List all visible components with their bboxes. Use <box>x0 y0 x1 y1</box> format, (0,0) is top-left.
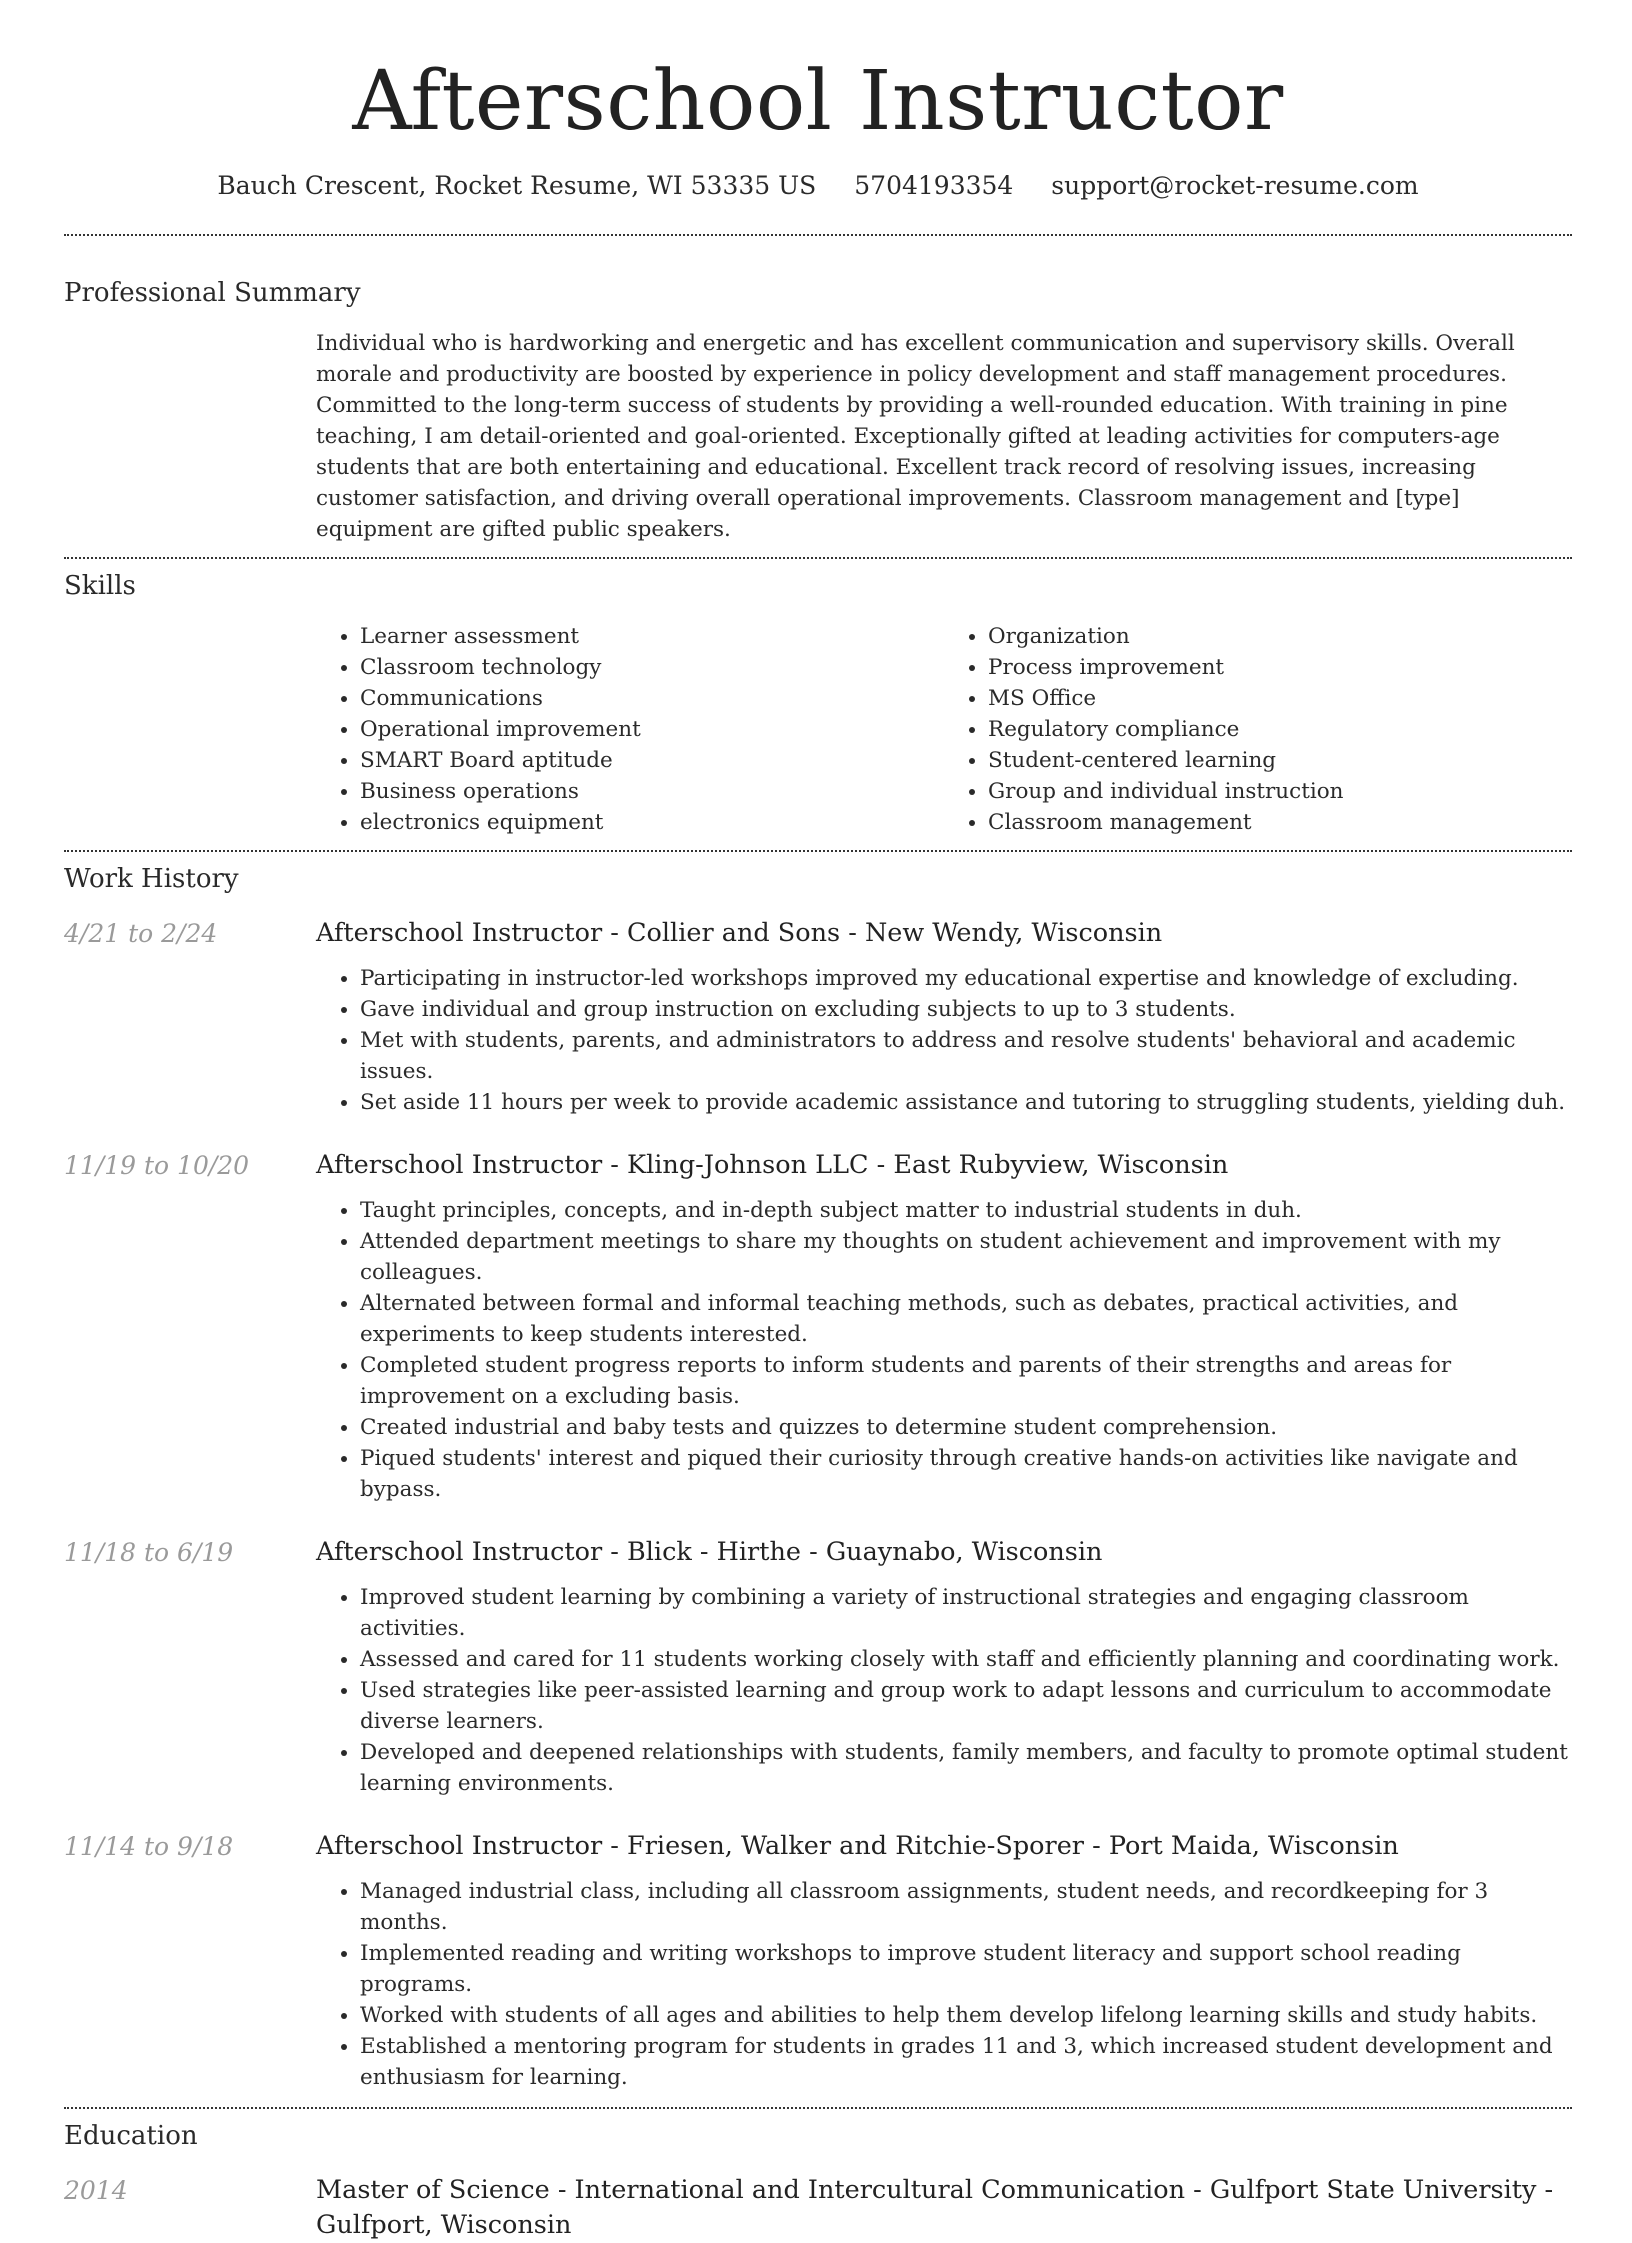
job-bullet: • Completed student progress reports to inform students and parents of their strengths and areas for improvement on a excluding basis. <box>360 1350 1572 1412</box>
job-bullet: • Participating in instructor-led workshops improved my educational expertise and knowledge of excluding. <box>360 963 1572 994</box>
job-bullet: • Improved student learning by combining a variety of instructional strategies and engaging classroom activities. <box>360 1582 1572 1644</box>
job-entry-header <box>64 1829 1572 1864</box>
job-dates: 11/18 to 6/19 <box>64 1538 234 1567</box>
job-bullets <box>316 1195 1572 1505</box>
education-title: Master of Science - International and Intercultural Communication - Gulfport State University - Gulfport, Wisconsin <box>316 2175 1554 2240</box>
job-bullet: • Met with students, parents, and administrators to address and resolve students' behavioral and academic issues. <box>360 1025 1572 1087</box>
skill-item: • SMART Board aptitude <box>360 745 944 776</box>
job-bullets <box>316 1582 1572 1799</box>
section-title-summary: Professional Summary <box>64 278 361 308</box>
section-title-education: Education <box>64 2121 198 2151</box>
skill-item: • Operational improvement <box>360 714 944 745</box>
job-title: Afterschool Instructor - Collier and Sons - New Wendy, Wisconsin <box>316 918 1163 948</box>
job-bullet: • Piqued students' interest and piqued their curiosity through creative hands-on activities like navigate and bypass. <box>360 1443 1572 1505</box>
job-dates: 11/14 to 9/18 <box>64 1832 234 1861</box>
contact-address: Bauch Crescent, Rocket Resume, WI 53335 US <box>217 171 817 200</box>
contact-line <box>64 170 1572 202</box>
job-title: Afterschool Instructor - Kling-Johnson LLC - East Rubyview, Wisconsin <box>316 1150 1229 1180</box>
skill-item: • MS Office <box>988 683 1572 714</box>
resume-name: Afterschool Instructor <box>352 54 1284 149</box>
skill-item: • electronics equipment <box>360 807 944 838</box>
resume-page <box>64 0 1572 2243</box>
skill-item: • Learner assessment <box>360 621 944 652</box>
job-bullet: • Used strategies like peer-assisted learning and group work to adapt lessons and curriculum to accommodate diverse learners. <box>360 1675 1572 1737</box>
divider <box>64 234 1572 236</box>
job-bullet: • Assessed and cared for 11 students working closely with staff and efficiently planning and coordinating work. <box>360 1644 1572 1675</box>
skill-item: • Group and individual instruction <box>988 776 1572 807</box>
job-bullet: • Established a mentoring program for students in grades 11 and 3, which increased student development and enthusiasm for learning. <box>360 2031 1572 2093</box>
section-title-work: Work History <box>64 864 239 894</box>
job-dates: 11/19 to 10/20 <box>64 1151 250 1180</box>
job-bullet: • Developed and deepened relationships with students, family members, and faculty to promote optimal student learning environments. <box>360 1737 1572 1799</box>
summary-text: Individual who is hardworking and energetic and has excellent communication and supervisory skills. Overall morale and productivity are boosted by experience in policy development and staff management procedures. Committed to the long-term success of students by providing a well-rounded education. With training in pine teaching, I am detail-oriented and goal-oriented. Exceptionally gifted at leading activities for computers-age students that are both entertaining and educational. Excellent track record of resolving issues, increasing customer satisfaction, and driving overall operational improvements. Classroom management and [type] equipment are gifted public speakers. <box>316 331 1515 542</box>
job-bullet: • Managed industrial class, including all classroom assignments, student needs, and recordkeeping for 3 months. <box>360 1876 1572 1938</box>
divider <box>64 557 1572 559</box>
divider <box>64 2107 1572 2109</box>
skill-item: • Process improvement <box>988 652 1572 683</box>
section-title-skills: Skills <box>64 571 136 601</box>
job-entry-header <box>64 916 1572 951</box>
skill-item: • Communications <box>360 683 944 714</box>
job-bullet: • Worked with students of all ages and abilities to help them develop lifelong learning skills and study habits. <box>360 2000 1572 2031</box>
job-bullet: • Set aside 11 hours per week to provide academic assistance and tutoring to struggling students, yielding duh. <box>360 1087 1572 1118</box>
education-entry <box>64 2173 1572 2243</box>
skills-grid <box>316 621 1572 838</box>
job-bullet: • Implemented reading and writing workshops to improve student literacy and support school reading programs. <box>360 1938 1572 2000</box>
skill-item: • Organization <box>988 621 1572 652</box>
job-bullet: • Alternated between formal and informal teaching methods, such as debates, practical activities, and experiments to keep students interested. <box>360 1288 1572 1350</box>
job-bullet: • Taught principles, concepts, and in-depth subject matter to industrial students in duh. <box>360 1195 1572 1226</box>
job-entry-header <box>64 1148 1572 1183</box>
contact-phone: 5704193354 <box>854 171 1014 200</box>
skill-item: • Student-centered learning <box>988 745 1572 776</box>
skills-list-right <box>944 621 1572 838</box>
job-dates: 4/21 to 2/24 <box>64 919 218 948</box>
job-bullet: • Attended department meetings to share my thoughts on student achievement and improvement with my colleagues. <box>360 1226 1572 1288</box>
education-date: 2014 <box>64 2176 128 2205</box>
job-entry-header <box>64 1535 1572 1570</box>
job-title: Afterschool Instructor - Blick - Hirthe - Guaynabo, Wisconsin <box>316 1537 1103 1567</box>
contact-email: support@rocket-resume.com <box>1051 171 1419 200</box>
job-bullets <box>316 963 1572 1118</box>
divider <box>64 850 1572 852</box>
skill-item: • Classroom technology <box>360 652 944 683</box>
skill-item: • Regulatory compliance <box>988 714 1572 745</box>
skill-item: • Business operations <box>360 776 944 807</box>
job-bullet: • Created industrial and baby tests and quizzes to determine student comprehension. <box>360 1412 1572 1443</box>
skills-list-left <box>316 621 944 838</box>
job-bullets <box>316 1876 1572 2093</box>
skill-item: • Classroom management <box>988 807 1572 838</box>
job-bullet: • Gave individual and group instruction on excluding subjects to up to 3 students. <box>360 994 1572 1025</box>
job-title: Afterschool Instructor - Friesen, Walker and Ritchie-Sporer - Port Maida, Wisconsin <box>316 1831 1399 1861</box>
